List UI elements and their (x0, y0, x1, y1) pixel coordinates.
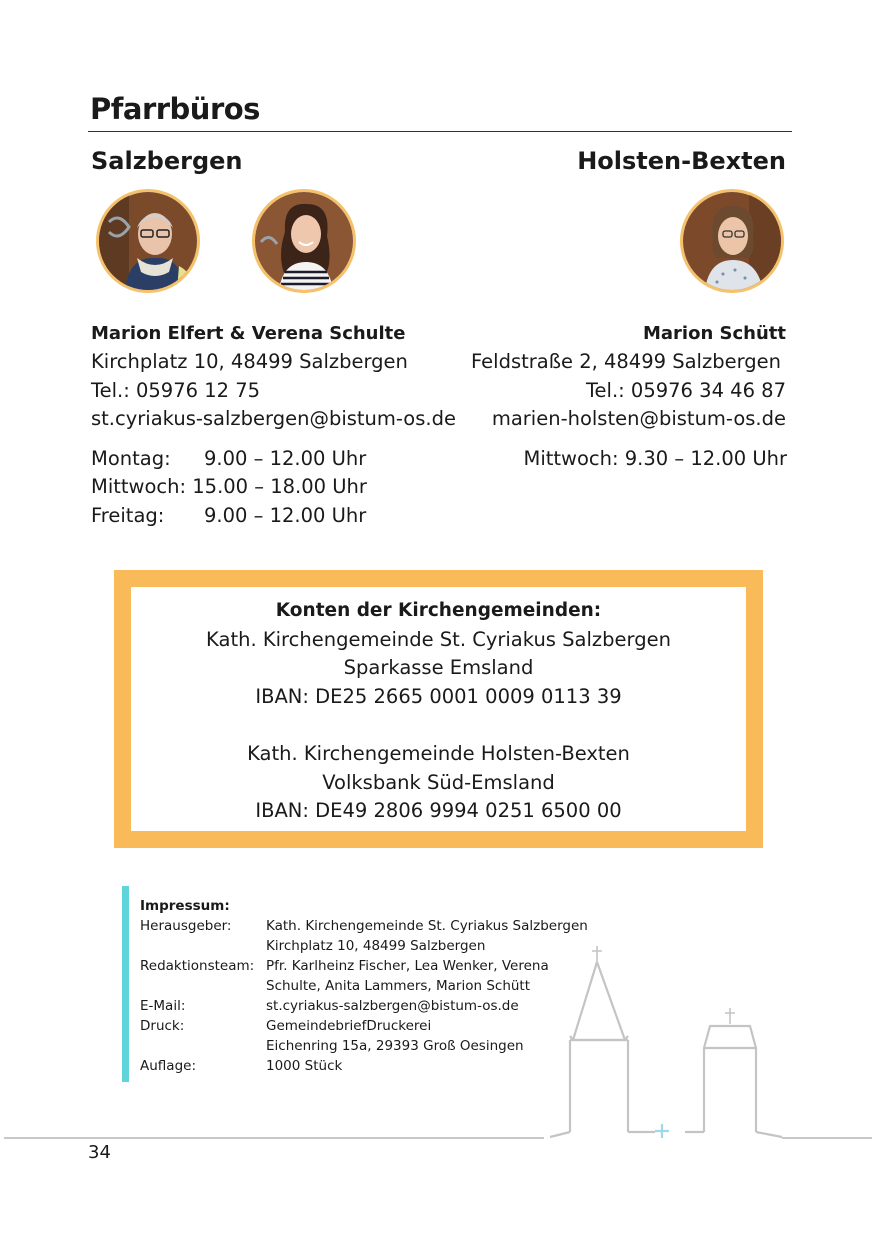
salzbergen-hours-wednesday (91, 473, 367, 502)
accounts-title: Konten der Kirchengemeinden: (275, 600, 602, 621)
account-2-iban: IBAN: DE49 2806 9994 0251 6500 00 (255, 799, 622, 823)
heading-salzbergen: Salzbergen (91, 147, 243, 175)
hours-time: 15.00 – 18.00 Uhr (192, 475, 367, 498)
account-1-parish: Kath. Kirchengemeinde St. Cyriakus Salzbergen (206, 627, 671, 651)
account-2-parish: Kath. Kirchengemeinde Holsten-Bexten (247, 741, 630, 765)
salzbergen-names: Marion Elfert & Verena Schulte (91, 323, 406, 344)
holsten-hours: Mittwoch: 9.30 – 12.00 Uhr (523, 447, 787, 470)
impressum-key: E-Mail: (140, 998, 186, 1014)
holsten-address: Feldstraße 2, 48499 Salzbergen (471, 350, 781, 373)
impressum-value: Kath. Kirchengemeinde St. Cyriakus Salzbergen (266, 918, 588, 934)
holsten-email: marien-holsten@bistum-os.de (491, 407, 786, 430)
church-outline-icon (540, 940, 790, 1140)
hours-time: 9.00 – 12.00 Uhr (204, 504, 367, 527)
accounts-spacer (131, 711, 746, 740)
hours-day: Montag: (91, 447, 171, 470)
impressum-value: st.cyriakus-salzbergen@bistum-os.de (266, 998, 519, 1014)
salzbergen-hours-monday (91, 445, 366, 474)
salzbergen-phone: Tel.: 05976 12 75 (91, 379, 261, 402)
accounts-box (114, 570, 763, 848)
salzbergen-address: Kirchplatz 10, 48499 Salzbergen (91, 350, 408, 373)
hours-day: Freitag: (91, 504, 165, 527)
account-1-bank: Sparkasse Emsland (343, 656, 534, 680)
page-title: Pfarrbüros (90, 92, 260, 126)
impressum-key: Redaktionsteam: (140, 958, 255, 974)
portrait-marion-schuett (680, 189, 784, 293)
portrait-verena-schulte (252, 189, 356, 293)
holsten-name: Marion Schütt (642, 323, 786, 344)
footer-ground-line-left (4, 1137, 544, 1139)
impressum-value: Schulte, Anita Lammers, Marion Schütt (266, 978, 531, 994)
salzbergen-email: st.cyriakus-salzbergen@bistum-os.de (91, 407, 456, 430)
impressum-key: Herausgeber: (140, 918, 232, 934)
impressum-value: Eichenring 15a, 29393 Groß Oesingen (266, 1038, 524, 1054)
hours-day: Mittwoch: (91, 475, 187, 498)
hours-time: 9.00 – 12.00 Uhr (204, 447, 367, 470)
title-divider (88, 131, 792, 132)
heading-holsten-bexten: Holsten-Bexten (577, 147, 786, 175)
impressum-key: Druck: (140, 1018, 185, 1034)
page-number: 34 (88, 1142, 111, 1163)
account-2-bank: Volksbank Süd-Emsland (322, 770, 555, 794)
impressum-value: GemeindebriefDruckerei (266, 1018, 432, 1034)
portrait-marion-elfert (96, 189, 200, 293)
account-1-iban: IBAN: DE25 2665 0001 0009 0113 39 (255, 684, 622, 708)
impressum-value: Pfr. Karlheinz Fischer, Lea Wenker, Verena (266, 958, 549, 974)
impressum-title: Impressum: (140, 898, 230, 914)
holsten-phone: Tel.: 05976 34 46 87 (585, 379, 786, 402)
accounts-box-content (131, 587, 746, 831)
impressum-key: Auflage: (140, 1058, 196, 1074)
salzbergen-hours-friday (91, 502, 366, 531)
impressum-value: Kirchplatz 10, 48499 Salzbergen (266, 938, 486, 954)
impressum-value: 1000 Stück (266, 1058, 343, 1074)
impressum-accent-bar (122, 886, 129, 1082)
footer-ground-line-right (782, 1137, 872, 1139)
